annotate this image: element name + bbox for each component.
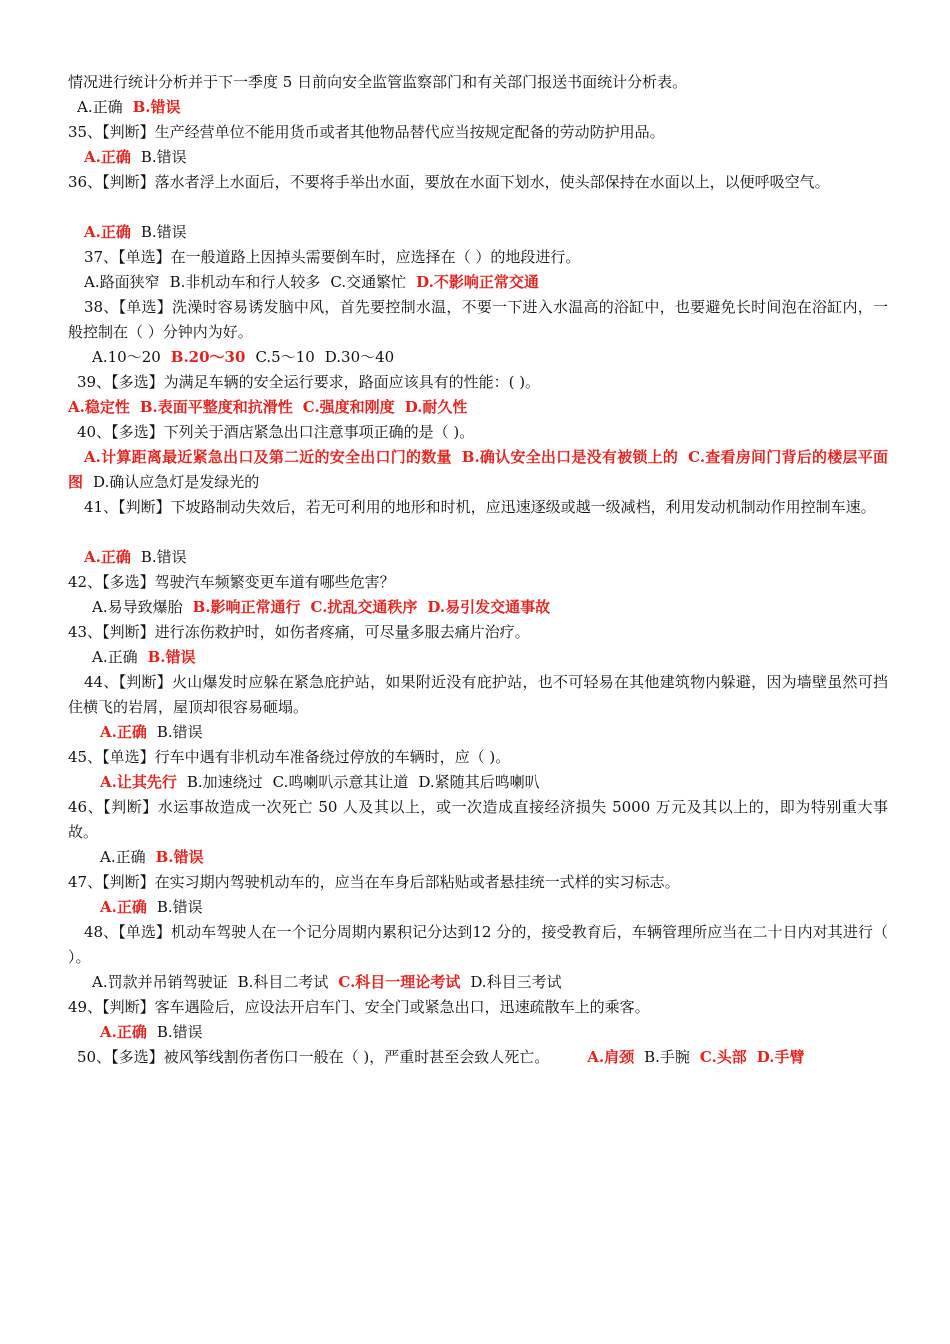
answer-option: C.强度和刚度: [302, 398, 395, 416]
question-44-text: 44、【判断】火山爆发时应躲在紧急庇护站，如果附近没有庇护站，也不可轻易在其他建筑物内躲避，因为墙壁虽然可挡住横飞的岩屑，屋顶却很容易砸塌。: [68, 673, 888, 716]
question-39-answers: [68, 395, 888, 420]
answer-option: A.10～20: [92, 348, 161, 366]
answer-option: A.易导致爆胎: [92, 598, 183, 616]
question-40-text: 40、【多选】下列关于酒店紧急出口注意事项正确的是（ )。: [77, 423, 475, 441]
answer-option: A.正确: [77, 98, 123, 116]
question-49-text: 49、【判断】客车遇险后，应设法开启车门、安全门或紧急出口，迅速疏散车上的乘客。: [68, 998, 650, 1016]
answer-option: B.影响正常通行: [192, 598, 301, 616]
question-37-text: 37、【单选】在一般道路上因掉头需要倒车时，应选择在（ ）的地段进行。: [84, 248, 581, 266]
answer-option: A.罚款并吊销驾驶证: [92, 973, 228, 991]
answer-option: C.扰乱交通秩序: [310, 598, 418, 616]
answer-option: A.正确: [92, 648, 138, 666]
question-38-text: 38、【单选】洗澡时容易诱发脑中风，首先要控制水温，不要一下进入水温高的浴缸中，也要避免长时间泡在浴缸内，一般控制在（ ）分钟内为好。: [68, 298, 888, 341]
answer-option: A.正确: [100, 898, 147, 916]
question-34-text-tail: 情况进行统计分析并于下一季度 5 日前向安全监管监察部门和有关部门报送书面统计分析表。: [68, 73, 688, 91]
answer-option: B.非机动车和行人较多: [169, 273, 321, 291]
answer-option: A.正确: [100, 1023, 147, 1041]
question-43-text: 43、【判断】进行冻伤救护时，如伤者疼痛，可尽量多服去痛片治疗。: [68, 623, 530, 641]
question-36-text: 36、【判断】落水者浮上水面后，不要将手举出水面，要放在水面下划水，使头部保持在水面以上，以便呼吸空气。: [68, 173, 830, 191]
question-36-answers: [68, 220, 888, 245]
answer-option: D.手臂: [756, 1048, 805, 1066]
answer-option: C.交通繁忙: [330, 273, 407, 291]
answer-option: D.不影响正常交通: [416, 273, 539, 291]
answer-option: A.正确: [84, 223, 131, 241]
answer-option: B.错误: [140, 223, 187, 241]
answer-option: A.稳定性: [68, 398, 130, 416]
question-35-text: 35、【判断】生产经营单位不能用货币或者其他物品替代应当按规定配备的劳动防护用品。: [68, 123, 665, 141]
question-45-text: 45、【单选】行车中遇有非机动车准备绕过停放的车辆时，应（ )。: [68, 748, 511, 766]
question-50: [68, 1045, 888, 1070]
question-41-text: 41、【判断】下坡路制动失效后，若无可利用的地形和时机，应迅速逐级或越一级减档，利用发动机制动作用控制车速。: [84, 498, 876, 516]
answer-option: B.20～30: [170, 348, 246, 366]
answer-option: A.让其先行: [100, 773, 177, 791]
answer-option: A.路面狭窄: [84, 273, 160, 291]
question-49-answers: [68, 1020, 888, 1045]
question-38-answers: [68, 345, 888, 370]
answer-option: B.错误: [156, 723, 203, 741]
answer-option: A.肩颈: [587, 1048, 635, 1066]
question-47-answers: [68, 895, 888, 920]
question-48-answers: [68, 970, 888, 995]
answer-option: D.耐久性: [404, 398, 468, 416]
answer-option: C.头部: [699, 1048, 747, 1066]
answer-option: C.科目一理论考试: [338, 973, 461, 991]
question-37-answers: [68, 270, 888, 295]
question-50-answers: [587, 1048, 814, 1066]
answer-option: B.确认安全出口是没有被锁上的: [461, 448, 679, 466]
answer-option: D.确认应急灯是发绿光的: [93, 472, 260, 491]
answer-option: B.错误: [132, 98, 181, 116]
answer-option: C.查看房间门背后的楼层平面图: [68, 448, 888, 491]
answer-option: B.科目二考试: [237, 973, 329, 991]
question-42-text: 42、【多选】驾驶汽车频繁变更车道有哪些危害？: [68, 573, 395, 591]
answer-option: A.正确: [100, 723, 147, 741]
answer-option: A.正确: [100, 848, 146, 866]
answer-option: B.加速绕过: [186, 773, 263, 791]
answer-option: B.手腕: [644, 1048, 690, 1066]
answer-option: C.鸣喇叭示意其让道: [272, 773, 409, 791]
answer-option: B.错误: [140, 548, 187, 566]
answer-option: C.5～10: [255, 348, 315, 366]
answer-option: B.错误: [147, 648, 196, 666]
question-40-answers: [68, 445, 888, 495]
question-48-text: 48、【单选】机动车驾驶人在一个记分周期内累积记分达到12 分的，接受教育后，车辆管理所应当在二十日内对其进行（ ）。: [68, 923, 888, 966]
answer-option: B.错误: [156, 898, 203, 916]
answer-option: A.计算距离最近紧急出口及第二近的安全出口门的数量: [84, 448, 452, 466]
answer-option: B.错误: [140, 148, 187, 166]
question-43-answers: [68, 645, 888, 670]
answer-option: D.紧随其后鸣喇叭: [418, 773, 540, 791]
answer-option: B.错误: [155, 848, 204, 866]
question-45-answers: [68, 770, 888, 795]
answer-option: D.30～40: [324, 348, 395, 366]
answer-option: A.正确: [84, 148, 131, 166]
question-47-text: 47、【判断】在实习期内驾驶机动车的，应当在车身后部粘贴或者悬挂统一式样的实习标志。: [68, 873, 680, 891]
question-42-answers: [68, 595, 888, 620]
answer-option: D.易引发交通事故: [427, 598, 551, 616]
answer-option: B.表面平整度和抗滑性: [139, 398, 293, 416]
question-39-text: 39、【多选】为满足车辆的安全运行要求，路面应该具有的性能：( )。: [77, 373, 541, 391]
answer-option: B.错误: [156, 1023, 203, 1041]
answer-option: D.科目三考试: [470, 973, 562, 991]
question-46-text: 46、【判断】水运事故造成一次死亡 50 人及其以上，或一次造成直接经济损失 5000 万元及其以上的，即为特别重大事故。: [68, 798, 888, 841]
question-34-answers: [68, 95, 888, 120]
question-44-answers: [68, 720, 888, 745]
answer-option: A.正确: [84, 548, 131, 566]
question-41-answers: [68, 545, 888, 570]
question-35-answers: [68, 145, 888, 170]
question-50-text: 50、【多选】被风筝线割伤者伤口一般在（ )，严重时甚至会致人死亡。: [77, 1048, 550, 1066]
question-46-answers: [68, 845, 888, 870]
